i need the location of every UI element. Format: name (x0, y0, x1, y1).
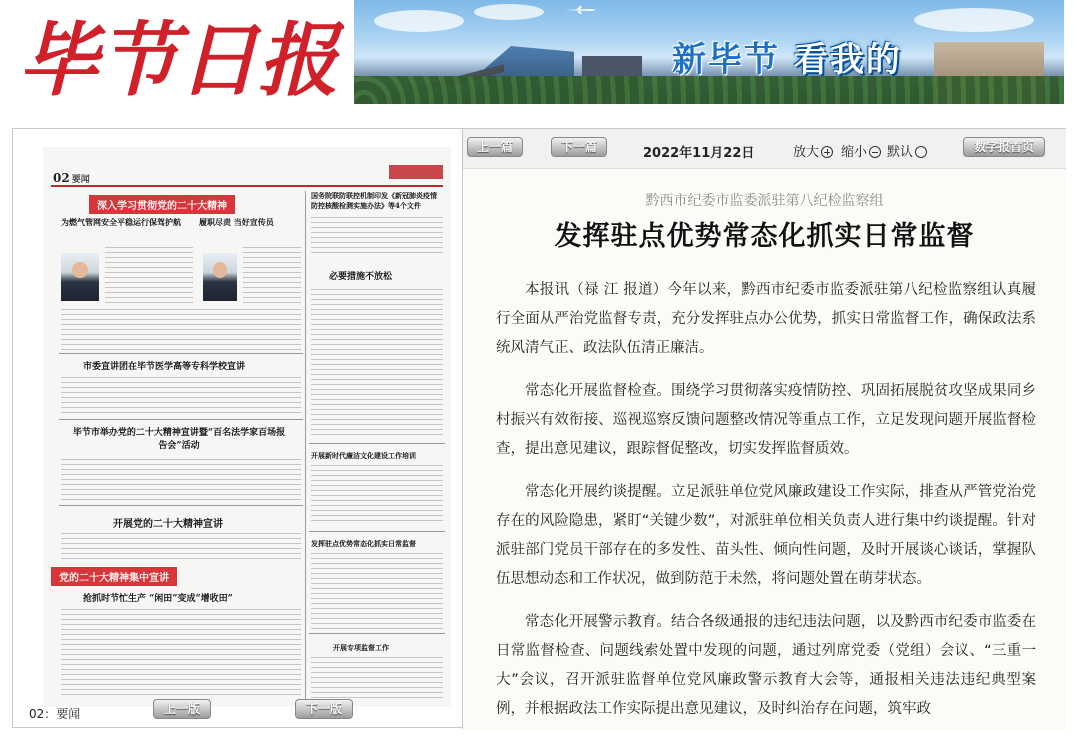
thumb-section-label: 党的二十大精神集中宣讲 (51, 567, 177, 586)
thumb-headline[interactable]: 必要措施不放松 (329, 272, 393, 282)
thumb-headline[interactable]: 开展专项监督工作 (333, 643, 389, 652)
page-thumbnail[interactable] (43, 147, 451, 707)
thumb-headline[interactable]: 履职尽责 当好宣传员 (199, 217, 274, 227)
masthead-name: 毕节日报 (18, 13, 338, 104)
prev-article-button[interactable]: 上一篇 (467, 137, 523, 157)
thumb-headline[interactable]: 抢抓时节忙生产 “闲田”变成“增收田” (83, 594, 233, 604)
thumb-headline[interactable]: 市委宣讲团在毕节医学高等专科学校宣讲 (83, 362, 246, 372)
thumb-headline[interactable]: 开展党的二十大精神宣讲 (113, 519, 223, 530)
zoom-in-label: 放大 (793, 145, 820, 160)
zoom-default-control[interactable] (887, 141, 927, 160)
article-paragraph: 常态化开展监督检查。围绕学习贯彻落实疫情防控、巩固拓展脱贫攻坚成果同乡村振兴有效衔接、巡视巡察反馈问题整改情况等重点工作，立足发现问题开展监督检查，提出意见建议，跟踪督促整改，切实发挥监督质效。 (496, 383, 1036, 457)
article-kicker: 黔西市纪委市监委派驻第八纪检监察组 (645, 193, 884, 209)
thumb-page-number: 02 要闻 (53, 171, 90, 185)
next-page-button[interactable]: 下一版 (295, 699, 353, 719)
thumb-photo (203, 253, 237, 301)
zoom-out-control[interactable] (841, 141, 881, 160)
zoom-default-label: 默认 (887, 145, 914, 160)
article-title: 发挥驻点优势常态化抓实日常监督 (554, 221, 975, 252)
article-paragraph: 本报讯（禄 江 报道）今年以来，黔西市纪委市监委派驻第八纪检监察组认真履行全面从严治党监督专责，充分发挥驻点办公优势，抓实日常监督工作，确保政法系统风清气正、政法队伍清正廉洁。 (496, 282, 1036, 356)
thumb-headline[interactable]: 为燃气管网安全平稳运行保驾护航 (61, 217, 181, 227)
article-body (496, 276, 1036, 738)
banner-slogan-b: 看我的 (793, 40, 902, 80)
issue-date: 2022年11月22日 (643, 146, 755, 161)
zoom-in-icon[interactable] (821, 146, 833, 158)
zoom-out-icon[interactable] (869, 146, 881, 158)
next-article-button[interactable]: 下一篇 (551, 137, 607, 157)
digital-home-button[interactable]: 数字报首页 (963, 137, 1045, 157)
banner-slogan-a: 新毕节 (672, 40, 780, 80)
masthead-logo[interactable] (14, 4, 344, 104)
article-paragraph: 常态化开展约谈提醒。立足派驻单位党风廉政建设工作实际，排查从严管党治党存在的风险隐患，紧盯“关键少数”，对派驻单位相关负责人进行集中约谈提醒。针对派驻部门党员干部存在的多发性、苗头性、倾向性问题，及时开展谈心谈话，掌握队伍思想动态和工作状况，做到防范于未然，将问题处置在萌芽状态。 (496, 484, 1036, 587)
prev-page-button[interactable]: 上一版 (153, 699, 211, 719)
thumb-headline[interactable]: 开展新时代廉洁文化建设工作培训 (311, 451, 416, 460)
thumb-section-label: 深入学习贯彻党的二十大精神 (89, 195, 235, 214)
article-toolbar (463, 129, 1066, 169)
edition-label[interactable]: 02：要闻 (29, 707, 81, 721)
zoom-out-label: 缩小 (841, 145, 868, 160)
page-header (0, 0, 1080, 118)
airplane-icon (564, 6, 596, 14)
banner-slogan (672, 32, 902, 81)
reader-frame (12, 128, 1066, 728)
thumb-rule (51, 185, 443, 187)
thumb-masthead-stamp (389, 165, 443, 179)
zoom-in-control[interactable] (793, 141, 833, 160)
article-paragraph: 常态化开展警示教育。结合各级通报的违纪违法问题，以及黔西市纪委市监委在日常监督检查、问题线索处置中发现的问题，通过列席党委（党组）会议、“三重一大”会议，召开派驻监督单位党风廉政警示教育大会等，通报相关违法违纪典型案例，并根据政法工作实际提出意见建议，及时纠治存在问题，筑牢政 (496, 614, 1036, 717)
thumb-headline[interactable]: 国务院联防联控机制印发《新冠肺炎疫情防控核酸检测实施办法》等4个文件 (311, 191, 437, 210)
thumb-headline[interactable]: 发挥驻点优势常态化抓实日常监督 (311, 539, 416, 548)
zoom-default-icon[interactable] (915, 146, 927, 158)
edition-nav (13, 697, 453, 727)
thumb-headline[interactable]: 毕节市举办党的二十大精神宣讲暨“百名法学家百场报告会”活动 (72, 428, 286, 451)
thumb-photo (61, 253, 99, 301)
article-panel (463, 170, 1066, 730)
header-banner (354, 0, 1064, 104)
